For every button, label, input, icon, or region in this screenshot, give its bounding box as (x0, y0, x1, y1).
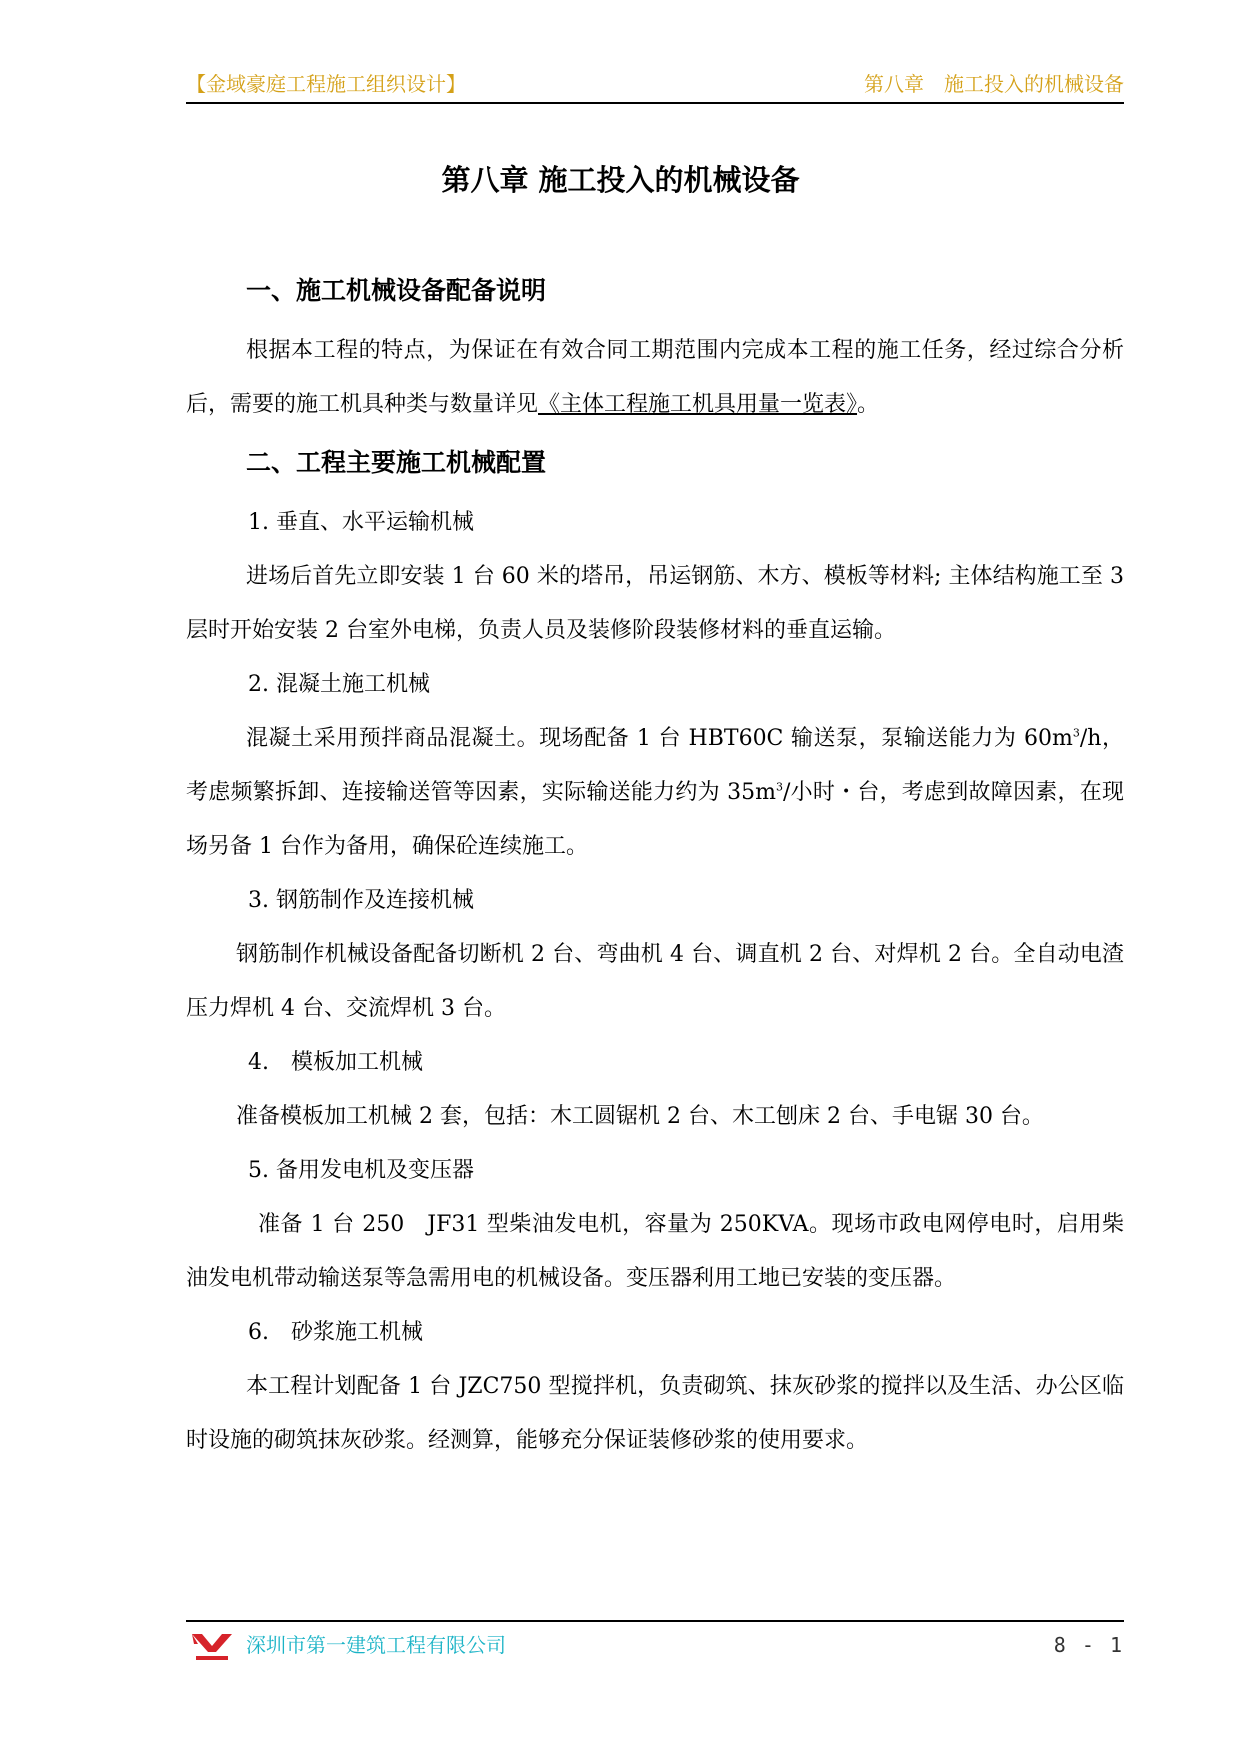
item-3-text: 钢筋制作机械设备配备切断机 2 台、弯曲机 4 台、调直机 2 台、对焊机 2 台。全自动电渣压力焊机 4 台、交流焊机 3 台。 (186, 942, 1124, 1021)
item-5-heading: 5. 备用发电机及变压器 (248, 1158, 474, 1183)
item-1-text: 进场后首先立即安装 1 台 60 米的塔吊，吊运钢筋、木方、模板等材料; 主体结构施工至 3 层时开始安装 2 台室外电梯，负责人员及装修阶段装修材料的垂直运输。 (186, 564, 1124, 643)
item-2-text-a: 混凝土采用预拌商品混凝土。现场配备 1 台 HBT60C 输送泵，泵输送能力为 60m (246, 726, 1073, 751)
item-2-sup-a: 3 (1072, 726, 1080, 740)
chapter-title: 第八章 施工投入的机械设备 (441, 163, 800, 197)
item-4-text: 准备模板加工机械 2 套，包括：木工圆锯机 2 台、木工刨床 2 台、手电锯 30 台。 (236, 1104, 1044, 1129)
section-1-heading: 一、施工机械设备配备说明 (246, 276, 547, 305)
page-header (186, 70, 1124, 104)
section-1-text-end: 。 (857, 392, 880, 417)
item-2-sup-b: 3 (775, 780, 783, 794)
item-6-text: 本工程计划配备 1 台 JZC750 型搅拌机，负责砌筑、抹灰砂浆的搅拌以及生活、办公区临时设施的砌筑抹灰砂浆。经测算，能够充分保证装修砂浆的使用要求。 (186, 1374, 1124, 1453)
section-1-text: 根据本工程的特点，为保证在有效合同工期范围内完成本工程的施工任务，经过综合分析后，需要的施工机具种类与数量详见 (186, 338, 1124, 417)
company-name: 深圳市第一建筑工程有限公司 (246, 1633, 506, 1657)
page-number: 8 - 1 (1053, 1633, 1124, 1657)
section-2-heading: 二、工程主要施工机械配置 (246, 448, 547, 477)
equipment-table-link[interactable]: 《主体工程施工机具用量一览表》 (538, 392, 858, 417)
page-footer (186, 1620, 1124, 1666)
document-body (186, 272, 1124, 1468)
item-6-heading: 6. 砂浆施工机械 (248, 1320, 423, 1345)
header-chapter-title: 第八章 施工投入的机械设备 (864, 72, 1124, 96)
section-1-paragraph (186, 324, 1124, 432)
item-2-text-c: /小时・台，考虑到故障因素，在现场另备 1 台作为备用，确保砼连续施工。 (186, 780, 1124, 859)
item-4-heading: 4. 模板加工机械 (248, 1050, 423, 1075)
item-3-heading: 3. 钢筋制作及连接机械 (248, 888, 474, 913)
item-2-text-b: /h，考虑频繁拆卸、连接输送管等因素，实际输送能力约为 35m (186, 726, 1124, 805)
item-2-text (186, 712, 1124, 874)
header-document-title: 【金域豪庭工程施工组织设计】 (186, 72, 466, 96)
item-1-heading: 1. 垂直、水平运输机械 (248, 510, 474, 535)
item-5-text: 准备 1 台 250 JF31 型柴油发电机，容量为 250KVA。现场市政电网停电时，启用柴油发电机带动输送泵等急需用电的机械设备。变压器利用工地已安装的变压器。 (186, 1212, 1124, 1291)
company-logo-icon (190, 1630, 234, 1662)
item-2-heading: 2. 混凝土施工机械 (248, 672, 430, 697)
